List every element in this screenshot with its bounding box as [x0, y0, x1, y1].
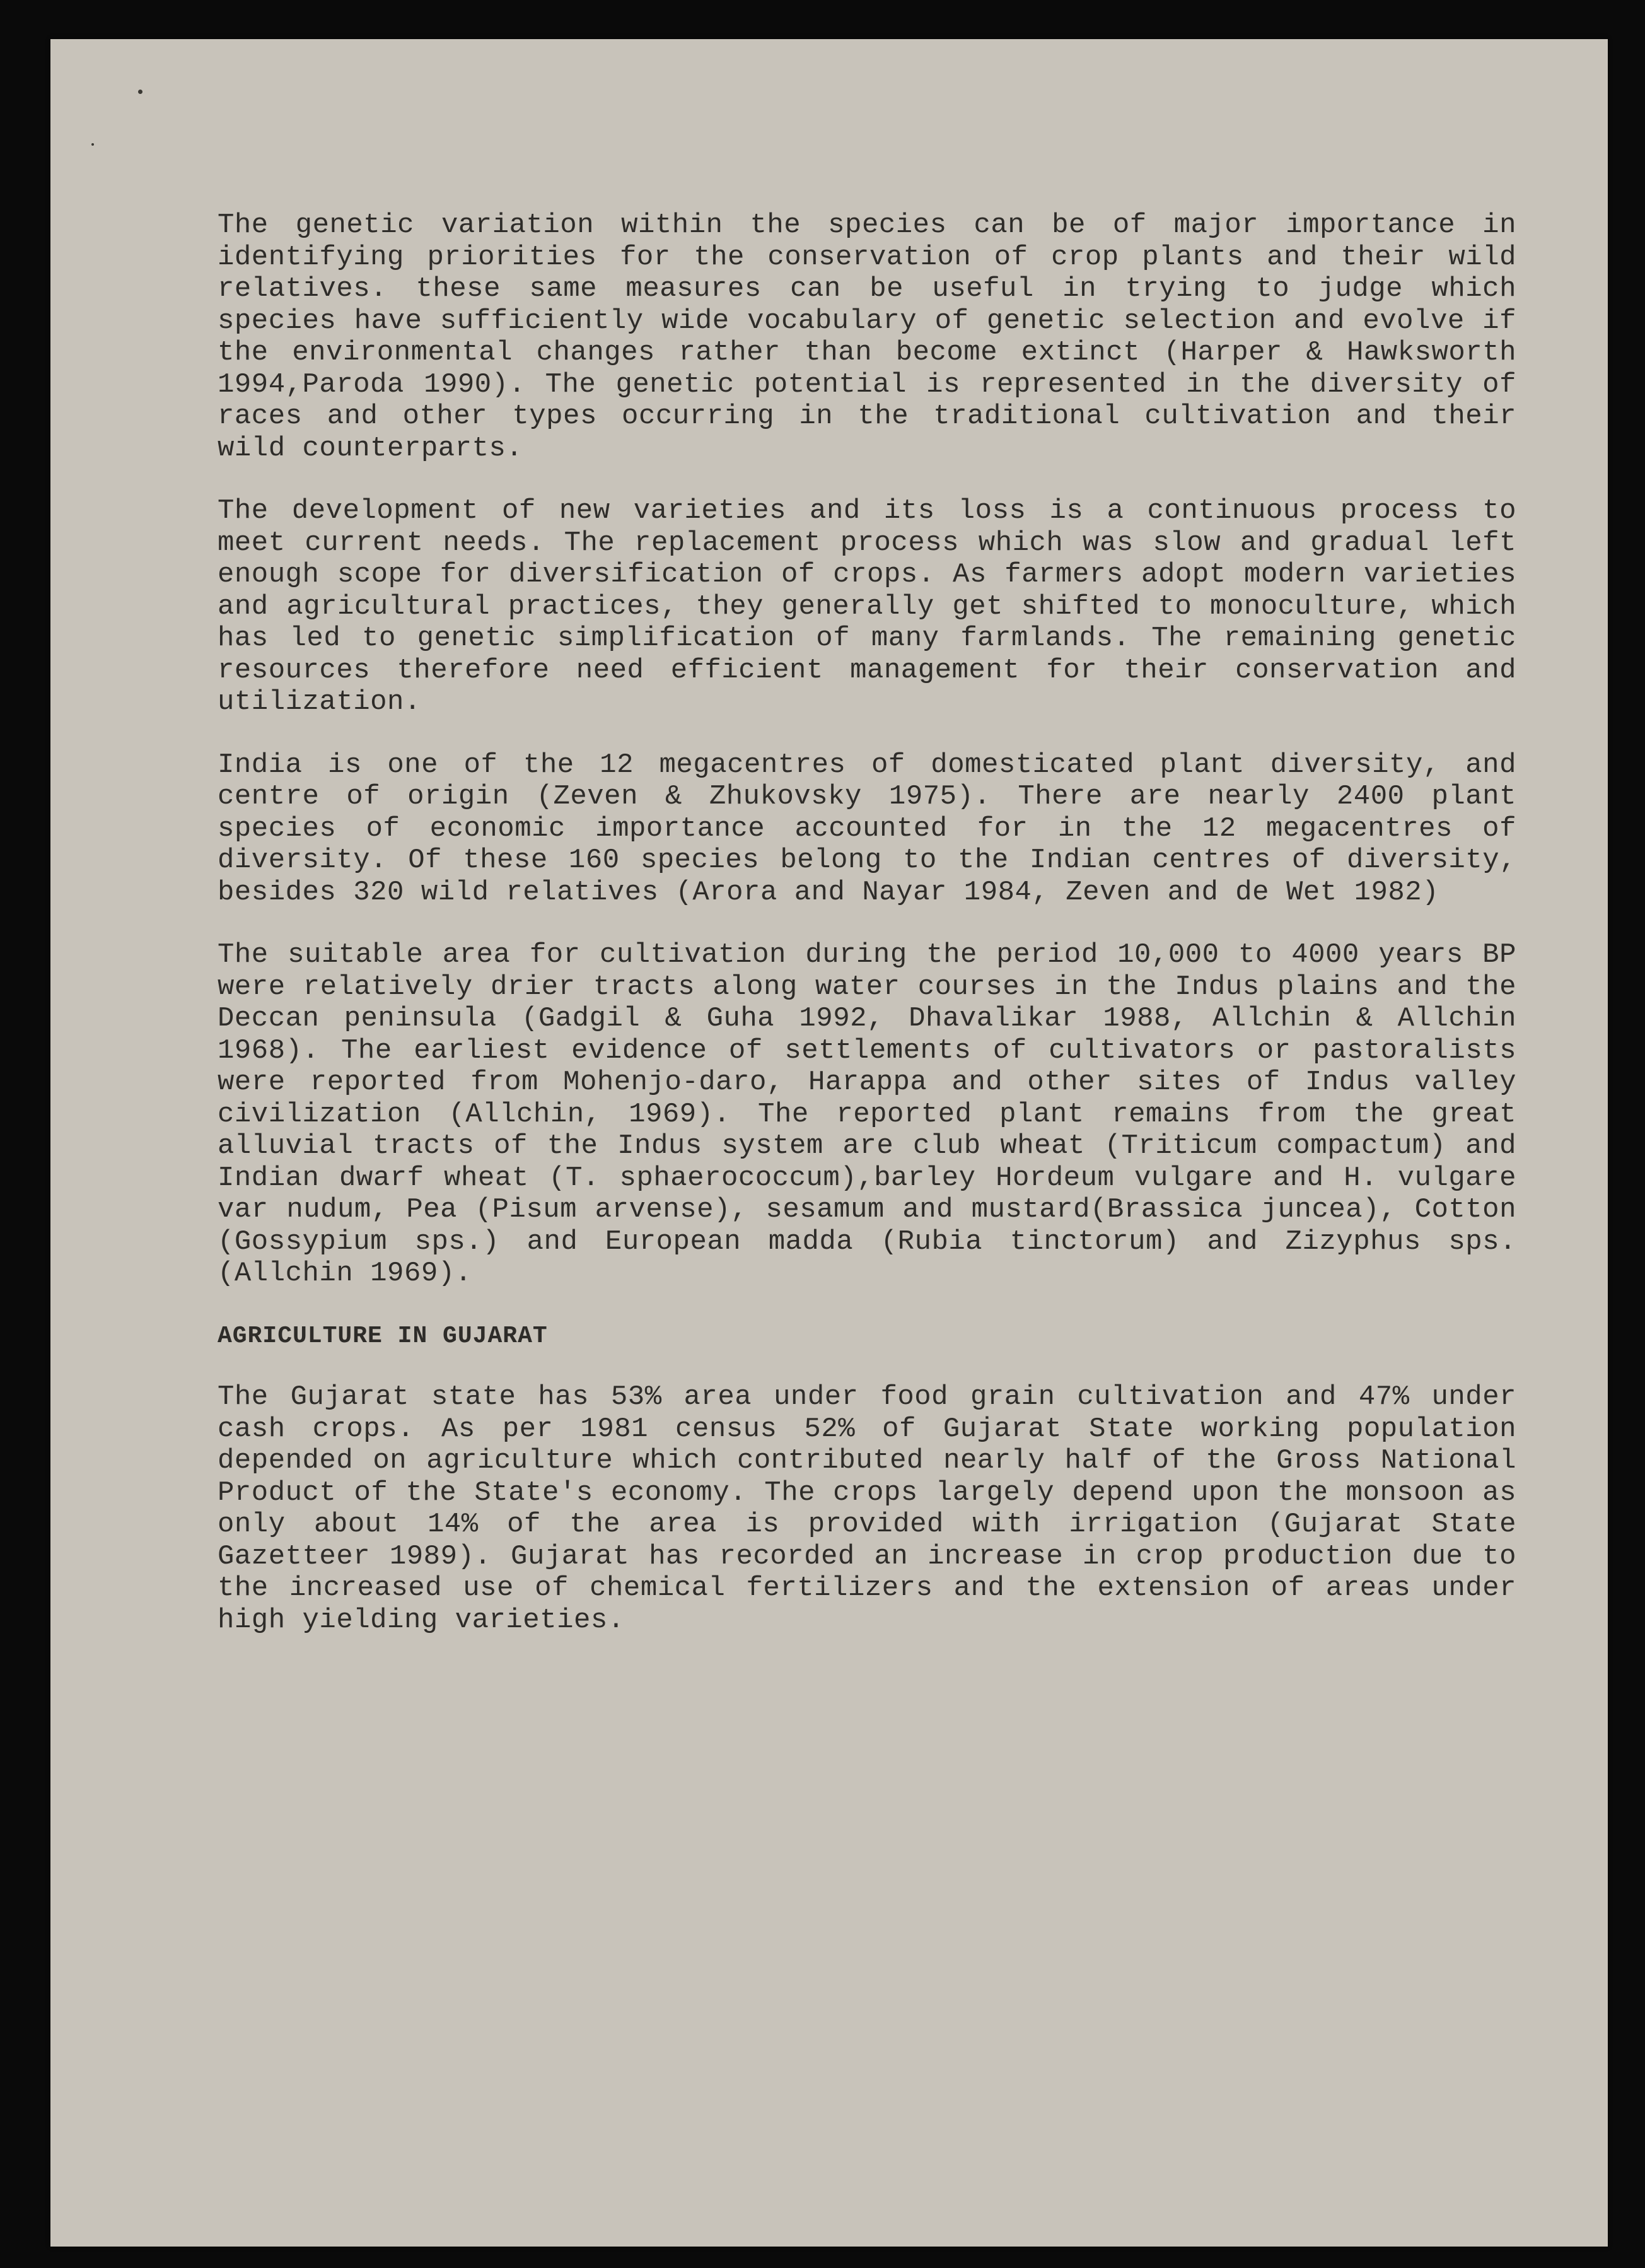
paragraph-genetic-variation: The genetic variation within the species can be of major importance in identifying priorities for the conservation of crop plants and their wild relatives. these same measures can be useful in trying to judge which species have sufficiently wide vocabulary of genetic selection and evolve if the environmental changes rather than become extinct (Harper & Hawksworth 1994,Paroda 1990). The genetic potential is represented in the diversity of races and other types occurring in the traditional cultivation and their wild counterparts.: [218, 209, 1516, 464]
speck-mark: [91, 143, 94, 146]
document-body: [218, 209, 1516, 1667]
document-page: [50, 39, 1608, 2247]
paragraph-india-megacentres: India is one of the 12 megacentres of domesticated plant diversity, and centre of origin (Zeven & Zhukovsky 1975). There are nearly 2400 plant species of economic importance accounted for in the 12 megacentres of diversity. Of these 160 species belong to the Indian centres of diversity, besides 320 wild relatives (Arora and Nayar 1984, Zeven and de Wet 1982): [218, 749, 1516, 908]
speck-mark: [138, 90, 142, 94]
paragraph-cultivation-history: The suitable area for cultivation during the period 10,000 to 4000 years BP were relatively drier tracts along water courses in the Indus plains and the Deccan peninsula (Gadgil & Guha 1992, Dhavalikar 1988, Allchin & Allchin 1968). The earliest evidence of settlements of cultivators or pastoralists were reported from Mohenjo-daro, Harappa and other sites of Indus valley civilization (Allchin, 1969). The reported plant remains from the great alluvial tracts of the Indus system are club wheat (Triticum compactum) and Indian dwarf wheat (T. sphaerococcum),barley Hordeum vulgare and H. vulgare var nudum, Pea (Pisum arvense), sesamum and mustard(Brassica juncea), Cotton (Gossypium sps.) and European madda (Rubia tinctorum) and Zizyphus sps. (Allchin 1969).: [218, 939, 1516, 1289]
paragraph-gujarat-agriculture: The Gujarat state has 53% area under food grain cultivation and 47% under cash crops. As per 1981 census 52% of Gujarat State working population depended on agriculture which contributed nearly half of the Gross National Product of the State's economy. The crops largely depend upon the monsoon as only about 14% of the area is provided with irrigation (Gujarat State Gazetteer 1989). Gujarat has recorded an increase in crop production due to the increased use of chemical fertilizers and the extension of areas under high yielding varieties.: [218, 1381, 1516, 1636]
paragraph-development-varieties: The development of new varieties and its loss is a continuous process to meet current needs. The replacement process which was slow and gradual left enough scope for diversification of crops. As farmers adopt modern varieties and agricultural practices, they generally get shifted to monoculture, which has led to genetic simplification of many farmlands. The remaining genetic resources therefore need efficient management for their conservation and utilization.: [218, 495, 1516, 718]
section-heading: AGRICULTURE IN GUJARAT: [218, 1322, 548, 1350]
